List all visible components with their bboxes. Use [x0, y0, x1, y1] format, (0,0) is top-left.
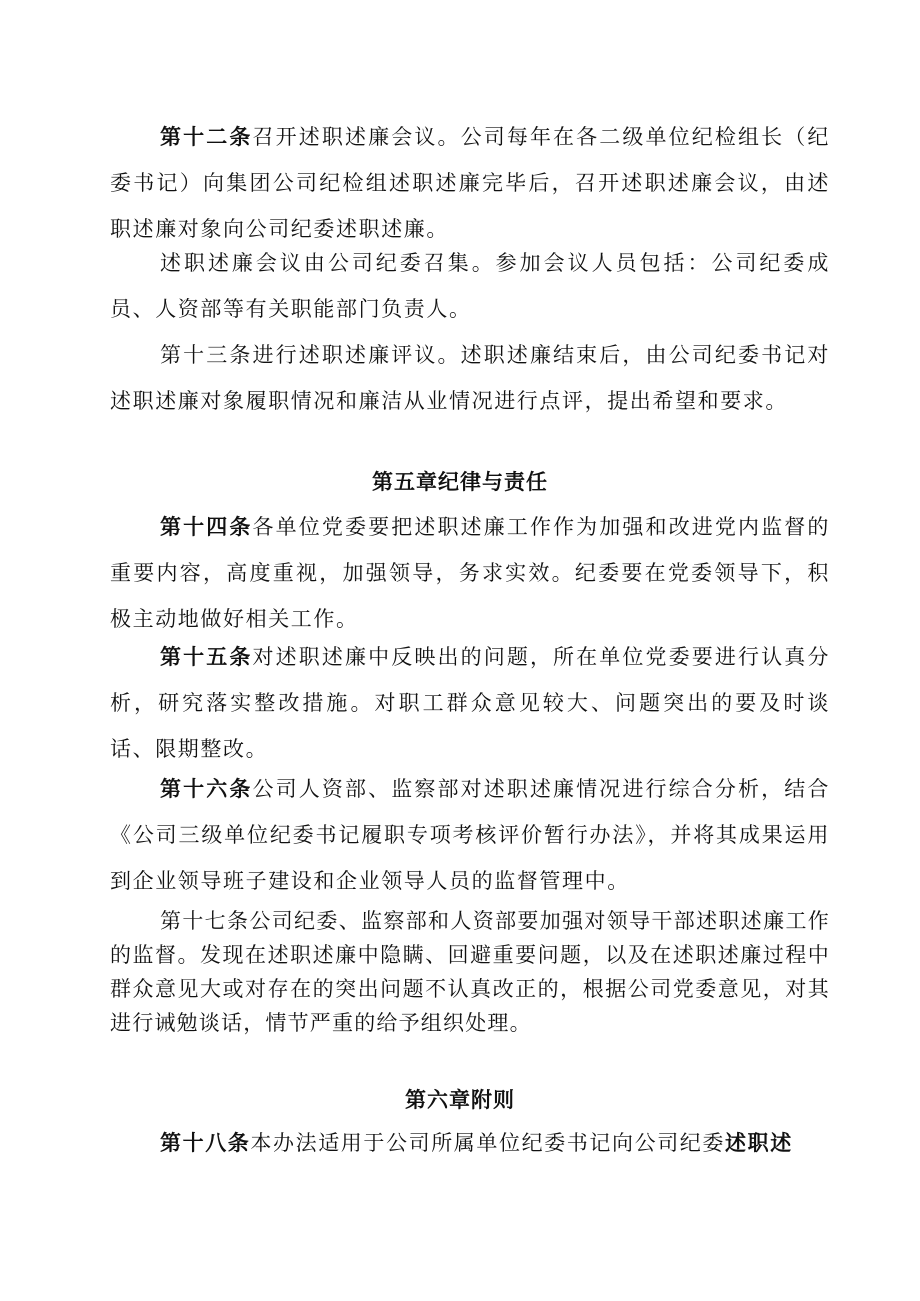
article-18-label: 第十八条 — [160, 1131, 251, 1155]
article-15-label: 第十五条 — [160, 645, 253, 669]
article-18 — [110, 1120, 830, 1166]
article-15-text: 对述职述廉中反映出的问题，所在单位党委要进行认真分析，研究落实整改措施。对职工群众意见较大、问题突出的要及时谈话、限期整改。 — [110, 645, 830, 761]
article-16 — [110, 766, 830, 904]
article-13: 第十三条进行述职述廉评议。述职述廉结束后，由公司纪委书记对述职述廉对象履职情况和廉洁从业情况进行点评，提出希望和要求。 — [110, 343, 830, 413]
article-18-bold-tail: 述职述 — [725, 1131, 793, 1155]
article-12-paragraph-2: 述职述廉会议由公司纪委召集。参加会议人员包括：公司纪委成员、人资部等有关职能部门负责人。 — [110, 251, 830, 321]
article-16-label: 第十六条 — [160, 777, 253, 801]
article-16-text: 公司人资部、监察部对述职述廉情况进行综合分析，结合《公司三级单位纪委书记履职专项考核评价暂行办法》，并将其成果运用到企业领导班子建设和企业领导人员的监督管理中。 — [110, 777, 830, 893]
article-12-text: 召开述职述廉会议。公司每年在各二级单位纪检组长（纪委书记）向集团公司纪检组述职述廉完毕后，召开述职述廉会议，由述职述廉对象向公司纪委述职述廉。 — [110, 125, 830, 241]
article-12-label: 第十二条 — [160, 125, 253, 149]
chapter-5-heading: 第五章纪律与责任 — [372, 470, 548, 494]
article-14 — [110, 504, 830, 642]
article-17: 第十七条公司纪委、监察部和人资部要加强对领导干部述职述廉工作的监督。发现在述职述廉中隐瞒、回避重要问题，以及在述职述廉过程中群众意见大或对存在的突出问题不认真改正的，根据公司党委意见，对其进行诫勉谈话，情节严重的给予组织处理。 — [110, 909, 830, 1035]
article-14-text: 各单位党委要把述职述廉工作作为加强和改进党内监督的重要内容，高度重视，加强领导，务求实效。纪委要在党委领导下，积极主动地做好相关工作。 — [110, 515, 830, 631]
article-14-label: 第十四条 — [160, 515, 253, 539]
article-12 — [110, 114, 830, 252]
article-15 — [110, 634, 830, 772]
article-18-text: 本办法适用于公司所属单位纪委书记向公司纪委 — [250, 1131, 726, 1155]
chapter-6-heading: 第六章附则 — [405, 1088, 515, 1112]
